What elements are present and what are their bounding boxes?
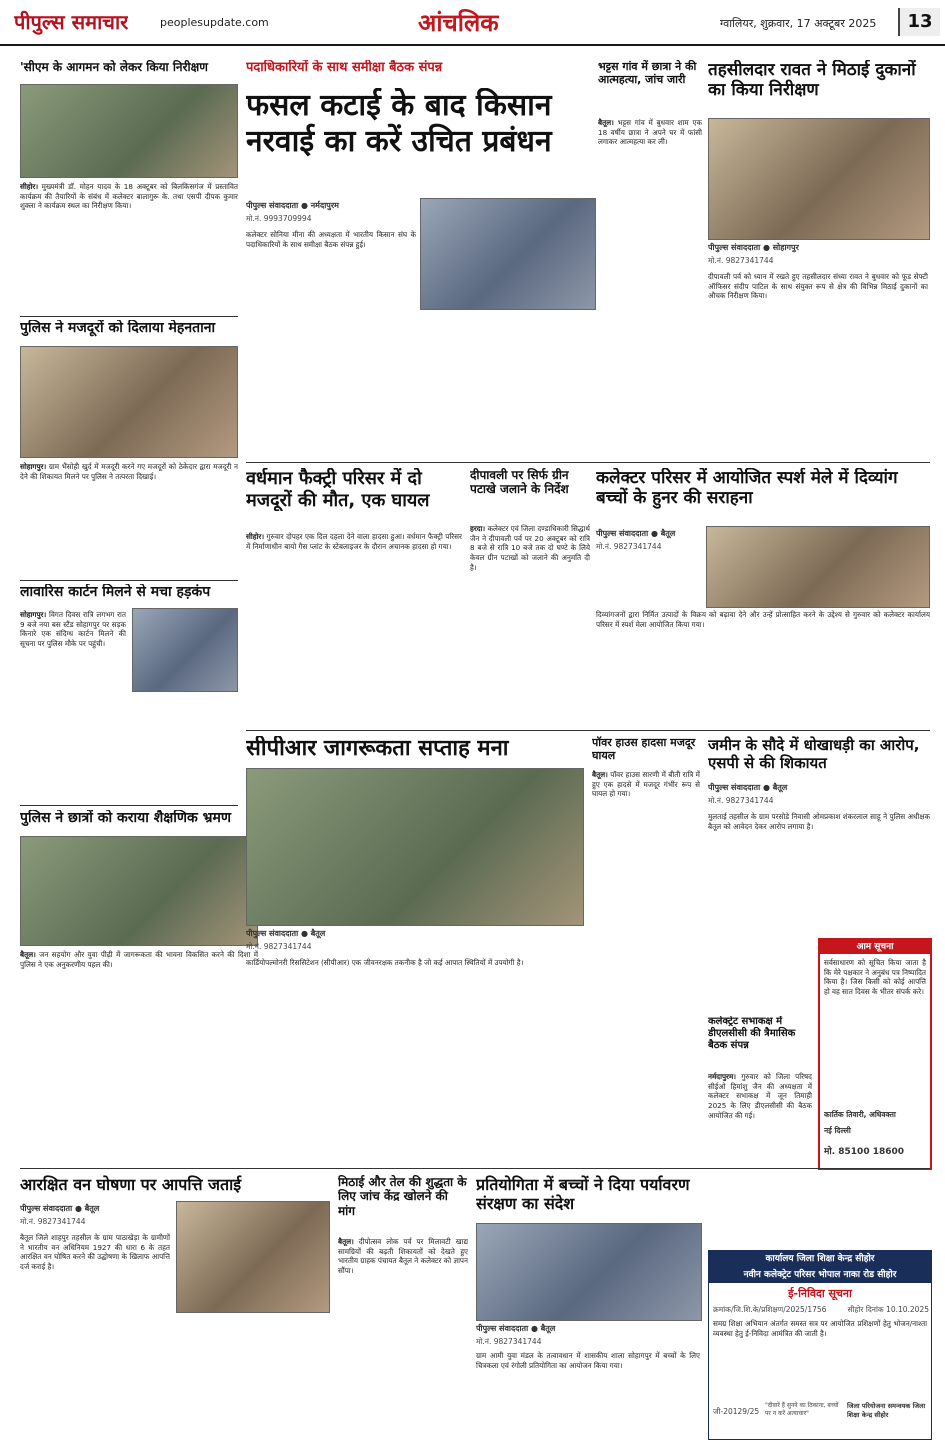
headline: मिठाई और तेल की शुद्धता के लिए जांच केंद्र खोलने की मांग [338,1175,467,1218]
article-body: बैतूल। भट्टस गांव में बुधवार शाम एक 18 वर्षीय छात्रा ने अपने घर में फांसी लगाकर आत्महत्या कर ली। [598,118,702,147]
byline: पीपुल्स संवाददाता ● बैतूल [246,929,326,938]
page-number: 13 [898,8,940,36]
article-jameen [708,736,930,936]
byline: पीपुल्स संवाददाता ● बैतूल [708,783,788,792]
site-url[interactable]: peoplesupdate.com [160,16,269,29]
article-photo [706,526,930,608]
article-bhraman [20,810,258,1165]
notice-title: आम सूचना [820,940,930,954]
headline: भट्टस गांव में छात्रा ने की आत्महत्या, जांच जारी [598,60,697,87]
article-power-house [592,736,700,1000]
article-pratiyogita [476,1175,702,1440]
notice-city: नई दिल्ली [824,1126,851,1135]
section-title: आंचलिक [418,9,499,37]
reporter-phone: मो.नं. 9827341744 [708,256,774,265]
reporter-phone: मो.नं. 9827341744 [20,1217,86,1226]
byline: पीपुल्स संवाददाता ● नर्मदापुरम [246,201,339,210]
reporter-phone: मो.नं. 9827341744 [476,1337,542,1346]
divider [20,580,238,581]
headline: सीपीआर जागरूकता सप्ताह मना [246,736,509,761]
article-body: बैतूल। दीपोत्सव लोक पर्व पर मिलावटी खाद्य सामग्रियों की बढ़ती शिकायतों को देखते हुए भारतीय ग्राहक पंचायत बैतूल ने कलेक्टर को ज्ञापन सौंपा। [338,1237,468,1276]
byline: पीपुल्स संवाददाता ● बैतूल [20,1204,100,1213]
divider [20,1168,930,1169]
article-body: बैतूल जिले शाहपुर तहसील के ग्राम पाठाखेड़ा के ग्रामीणों ने भारतीय वन अधिनियम 1927 की धारा 6 के तहत आरक्षित वन घोषित करने की उद्घोषणा के खिलाफ आपत्ति दर्ज कराई है। [20,1233,170,1272]
article-cm-visit [20,60,238,315]
notice-advocate: कार्तिक तिवारी, अधिवक्ता [824,1110,896,1119]
edu-date: सीहोर दिनांक 10.10.2025 [847,1305,929,1314]
edu-address: नवीन कलेक्ट्रेट परिसर भोपाल नाका रोड सीहोर [709,1267,931,1283]
article-body: बैतूल। जन सहयोग और युवा पीढ़ी में जागरूकता की भावना विकसित करने की दिशा में पुलिस ने एक अनुकरणीय पहल की। [20,950,258,969]
article-photo [246,768,584,926]
article-harvest [246,60,596,460]
brand-logo: पीपुल्स समाचार [14,10,129,34]
headline: वर्धमान फैक्ट्री परिसर में दो मजदूरों की मौत, एक घायल [246,468,430,511]
divider [20,316,238,317]
article-body: मुलताई तहसील के ग्राम परसोडे निवासी ओमप्रकाश शंकरलाल साहू ने पुलिस अधीक्षक बैतूल को आवेदन देकर आरोप लगाया है। [708,812,930,831]
article-photo [132,608,238,692]
article-body: कार्डियोपल्मोनरी रिससिटेशन (सीपीआर) एक जीवनरक्षक तकनीक है जो कई आपात स्थितियों में उपयोगी है। [246,958,524,967]
article-body: सीहोर। गुरुवार दोपहर एक दिल दहला देने वाला हादसा हुआ। वर्धमान फैक्ट्री परिसर में निर्माणाधीन बायो गैस प्लांट के स्टेबलाइजर के दौरान अचानक हादसा हो गया। [246,532,462,551]
article-photo [20,346,238,458]
reporter-phone: मो.नं. 9993709994 [246,214,312,223]
article-body: दीपावली पर्व को ध्यान में रखते हुए तहसीलदार संध्या रावत ने बुधवार को फूड सेफ्टी ऑफिसर संदीप पाटिल के साथ संयुक्त रूप से क्षेत्र की विभिन्न मिठाई दुकानों का औचक निरीक्षण किया। [708,272,928,301]
article-sparsh [596,468,930,728]
headline: 'सीएम के आगमन को लेकर किया निरीक्षण [20,60,208,74]
article-lavaris [20,584,238,804]
article-mithai [338,1175,468,1440]
notice-phone: मो. 85100 18600 [824,1147,905,1157]
article-body: कलेक्टर सोनिया मीना की अध्यक्षता में भारतीय किसान संघ के पदाधिकारियों के साथ समीक्षा बैठक संपन्न हुई। [246,230,416,249]
article-body: ग्राम आमी युवा मंडल के तत्वावधान में शासकीय शाला सोहागपुर में बच्चों के लिए चित्रकला एवं रंगोली प्रतियोगिता का आयोजन किया गया। [476,1351,700,1370]
edu-slogan: "दीवारें हैं सुनने का ठिकाना, बच्चों पर न करें अत्याचार" [765,1402,839,1417]
article-tehsildar [708,60,930,460]
article-cpr [246,736,584,1000]
article-van [20,1175,330,1440]
article-body: सोहागपुर। ग्राम भैंसोही खुर्द में मजदूरी करने गए मजदूरों को ठेकेदार द्वारा मजदूरी न देने की शिकायत मिलने पर पुलिस ने तत्परता दिखाई। [20,462,238,481]
headline: पुलिस ने मजदूरों को दिलाया मेहनताना [20,320,216,336]
byline: पीपुल्स संवाददाता ● बैतूल [476,1324,556,1333]
article-photo [708,118,930,240]
headline: आरक्षित वन घोषणा पर आपत्ति जताई [20,1175,242,1194]
article-body: सोहागपुर। विगत दिवस रात्रि लगभग रात 9 बजे नया बस स्टैंड सोहागपुर पर सड़क किनारे एक संदिग्ध कार्टन मिलने की सूचना पर पुलिस मौके पर पहुंची। [20,610,126,649]
headline: कलेक्ट्रेट सभाकक्ष में डीएलसीसी की त्रैमासिक बैठक संपन्न [708,1016,796,1051]
article-dsc [708,1016,812,1246]
article-chhatra [598,60,702,360]
article-majdoor-wages [20,320,238,580]
edu-signatory: जिला परियोजना समन्वयक जिला शिक्षा केन्द्र सीहोर [847,1402,926,1419]
headline: दीपावली पर सिर्फ ग्रीन पटाखे जलाने के निर्देश [470,468,569,497]
reporter-phone: मो.नं. 9827341744 [708,796,774,805]
article-patakhe [470,468,590,708]
divider [246,730,930,731]
article-photo [20,84,238,178]
reporter-phone: मो.नं. 9827341744 [246,942,312,951]
article-body: दिव्यांगजनों द्वारा निर्मित उत्पादों के विक्रय को बढ़ावा देने और उन्हें प्रोत्साहित करने के उद्देश्य से गुरुवार को कलेक्टर कार्यालय परिसर में स्पर्श मेला आयोजित किया गया। [596,610,930,629]
divider [20,805,238,806]
byline: पीपुल्स संवाददाता ● बैतूल [596,529,676,538]
headline: कलेक्टर परिसर में आयोजित स्पर्श मेले में दिव्यांग बच्चों के हुनर की सराहना [596,468,898,509]
article-body: बैतूल। पॉवर हाउस सारणी में बीती रात्रि में हुए एक हादसे में मजदूर गंभीर रूप से घायल हो गया। [592,770,700,799]
headline: जमीन के सौदे में धोखाधड़ी का आरोप, एसपी से की शिकायत [708,736,920,772]
public-notice [818,938,932,1170]
notice-body: सर्वसाधारण को सूचित किया जाता है कि मेरे पक्षकार ने अनुबंध पत्र निष्पादित किया है। जिस किसी को कोई आपत्ति हो वह सात दिवस के भीतर संपर्क करे। [824,958,926,997]
byline: पीपुल्स संवाददाता ● सोहागपुर [708,243,799,252]
edu-tender-notice [708,1250,932,1440]
article-body: नर्मदापुरम। गुरुवार को जिला परिषद सीईओ हिमांशु जैन की अध्यक्षता में कलेक्टर सभाकक्ष में जून तिमाही 2025 के लिए डीएलसीसी की बैठक आयोजित की गई। [708,1072,812,1120]
article-photo [420,198,596,310]
headline: लावारिस कार्टन मिलने से मचा हड़कंप [20,584,211,600]
masthead [0,0,945,46]
headline: तहसीलदार रावत ने मिठाई दुकानों का किया निरीक्षण [708,60,916,101]
edu-ref: क्रमांक/जि.शि.के/प्रशिक्षण/2025/1756 [713,1305,827,1314]
reporter-phone: मो.नं. 9827341744 [596,542,662,551]
headline: पॉवर हाउस हादसा मजदूर घायल [592,736,696,763]
edu-body: समग्र शिक्षा अभियान अंतर्गत समस्त सत्र पर आयोजित प्रशिक्षणों हेतु भोजन/नाश्ता व्यवस्था हेतु ई-निविदा आमंत्रित की जाती है। [713,1319,927,1338]
headline: प्रतियोगिता में बच्चों ने दिया पर्यावरण संरक्षण का संदेश [476,1175,690,1214]
headline: पुलिस ने छात्रों को कराया शैक्षणिक भ्रमण [20,810,231,826]
kicker: पदाधिकारियों के साथ समीक्षा बैठक संपन्न [246,60,443,75]
article-photo [20,836,258,946]
edu-code: जी-20129/25 [713,1407,760,1416]
headline: फसल कटाई के बाद किसान नरवाई का करें उचित प्रबंधन [246,88,552,159]
article-body: हरदा। कलेक्टर एवं जिला दण्डाधिकारी सिद्धार्थ जैन ने दीपावली पर्व पर 20 अक्टूबर को रात्रि 8 बजे से रात्रि 10 बजे तक दो घण्टे के लिये केवल ग्रीन पटाखों को जलाने की अनुमति दी है। [470,524,590,572]
edu-title: ई-निविदा सूचना [788,1287,852,1300]
article-body: सीहोर। मुख्यमंत्री डॉ. मोहन यादव के 18 अक्टूबर को बिलकिसगंज में प्रस्तावित कार्यक्रम की तैयारियों के संबंध में कलेक्टर बालागुरू के. तथा एसपी दीपक कुमार शुक्ला ने कार्यक्रम स्थल का निरीक्षण किया। [20,182,238,211]
divider [246,462,930,463]
edu-office: कार्यालय जिला शिक्षा केन्द्र सीहोर [709,1251,931,1267]
article-factory [246,468,462,708]
article-photo [476,1223,702,1321]
article-photo [176,1201,330,1313]
dateline: ग्वालियर, शुक्रवार, 17 अक्टूबर 2025 [720,17,877,30]
